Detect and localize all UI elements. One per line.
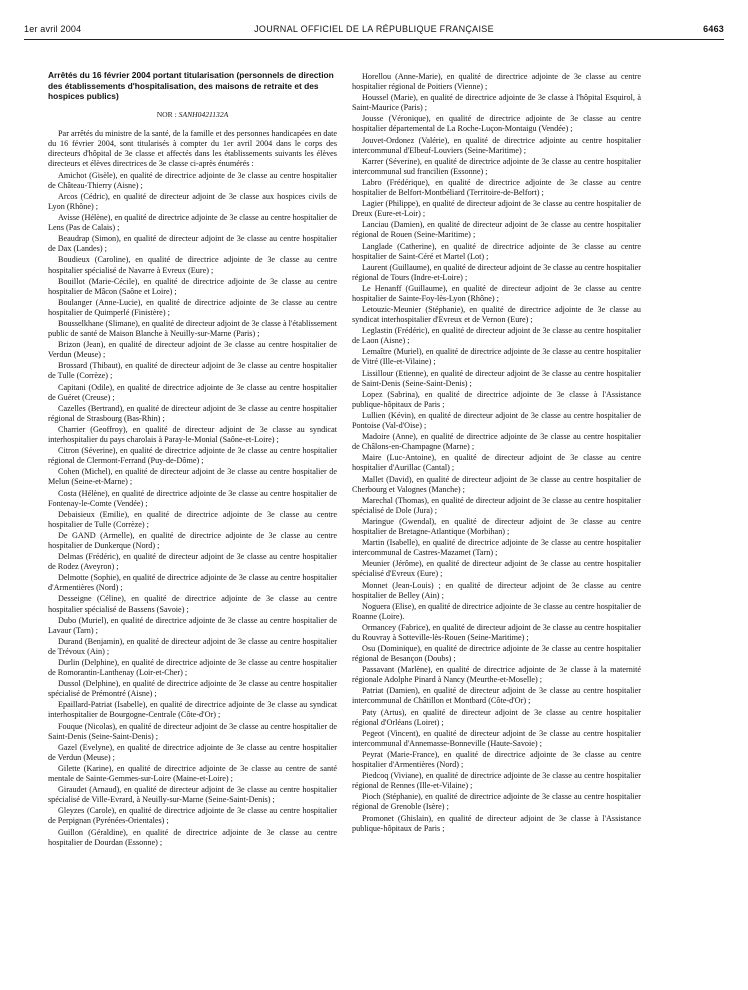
appointment-entry: Horellou (Anne-Marie), en qualité de directrice adjointe de 3e classe au centre hospitalier régional de Poitiers (Vienne) ;	[352, 72, 641, 92]
appointment-entry: Avisse (Hélène), en qualité de directrice adjointe de 3e classe au centre hospitalier de Lens (Pas de Calais) ;	[48, 213, 338, 233]
page-header	[24, 24, 724, 40]
appointment-entry: Charrier (Geoffroy), en qualité de directeur adjoint de 3e classe au syndicat interhospitalier du pays charolais à Paray-le-Monial (Saône-et-Loire) ;	[48, 424, 337, 445]
appointment-entry: Epaillard-Patriat (Isabelle), en qualité de directrice adjointe de 3e classe au syndicat interhospitalier de Bourgogne-Centrale (Côte-d'Or) ;	[48, 700, 337, 720]
appointment-entry: Jousse (Véronique), en qualité de directrice adjointe de 3e classe au centre hospitalier départemental de La Roche-Luçon-Montaigu (Vendée) ;	[352, 114, 641, 134]
appointment-entry: Arcos (Cédric), en qualité de directeur adjoint de 3e classe aux hospices civils de Lyon (Rhône) ;	[48, 191, 337, 211]
appointment-entry: Lullien (Kévin), en qualité de directeur adjoint de 3e classe au centre hospitalier de Pontoise (Val-d'Oise) ;	[352, 411, 641, 431]
appointment-entry: Peyrat (Marie-France), en qualité de directrice adjointe de 3e classe au centre hospitalier d'Armentières (Nord) ;	[352, 750, 641, 770]
appointment-entry: Piedcoq (Viviane), en qualité de directrice adjointe de 3e classe au centre hospitalier régional de Rennes (Ille-et-Vilaine) ;	[352, 771, 641, 791]
appointment-entry: Karrer (Séverine), en qualité de directrice adjointe de 3e classe au centre hospitalier intercommunal sud francilien (Essonne) ;	[352, 156, 641, 176]
header-date: 1er avril 2004	[24, 24, 82, 34]
appointment-entry: Bousselkhane (Slimane), en qualité de directeur adjoint de 3e classe à l'établissement public de santé de Maison Blanche à Neuilly-sur-Marne (Paris) ;	[48, 319, 337, 339]
appointment-entry: Monnet (Jean-Louis) ; en qualité de directeur adjoint de 3e classe au centre hospitalier de Belley (Ain) ;	[352, 580, 641, 600]
appointment-entry: Beaudrap (Simon), en qualité de directeur adjoint de 3e classe au centre hospitalier de Dax (Landes) ;	[48, 234, 337, 254]
appointment-entry: Pioch (Stéphanie), en qualité de directrice adjointe de 3e classe au centre hospitalier régional de Grenoble (Isère) ;	[352, 792, 641, 812]
appointment-entry: Maringue (Gwendal), en qualité de directeur adjoint de 3e classe au centre hospitalier de Bretagne-Atlantique (Morbihan) ;	[352, 516, 641, 536]
left-column	[48, 70, 337, 849]
appointment-entry: Desseigne (Céline), en qualité de directrice adjointe de 3e classe au centre hospitalier spécialisé de Bassens (Savoie) ;	[48, 594, 337, 614]
appointment-entry: Costa (Hélène), en qualité de directrice adjointe de 3e classe au centre hospitalier de Fontenay-le-Comte (Vendée) ;	[48, 488, 337, 508]
appointment-entry: Lanciau (Damien), en qualité de directeur adjoint de 3e classe au centre hospitalier régional de Rouen (Seine-Maritime) ;	[352, 220, 641, 240]
appointment-entry: Boulanger (Anne-Lucie), en qualité de directrice adjointe de 3e classe au centre hospitalier de Quimperlé (Finistère) ;	[48, 297, 337, 317]
article-title: Arrêtés du 16 février 2004 portant titularisation (personnels de direction des établissements d'hospitalisation, des maisons de retraite et des hospices publics)	[48, 70, 334, 101]
appointment-entry: Ormancey (Fabrice), en qualité de directeur adjoint de 3e classe au centre hospitalier du Rouvray à Sotteville-lès-Rouen (Seine-Maritime) ;	[352, 622, 641, 642]
appointment-entry: Brossard (Thibaut), en qualité de directeur adjoint de 3e classe au centre hospitalier de Tulle (Corrèze) ;	[48, 361, 337, 381]
header-rule	[24, 39, 724, 40]
appointment-entry: Promonet (Ghislain), en qualité de directeur adjoint de 3e classe à l'Assistance publique-hôpitaux de Paris ;	[352, 813, 641, 833]
appointment-entry: Fouque (Nicolas), en qualité de directeur adjoint de 3e classe au centre hospitalier de Saint-Denis (Seine-Saint-Denis) ;	[48, 721, 337, 741]
appointment-entry: Durand (Benjamin), en qualité de directeur adjoint de 3e classe au centre hospitalier de Trévoux (Ain) ;	[48, 636, 337, 656]
nor-code: SANH0421132A	[178, 109, 229, 119]
header-journal-name: JOURNAL OFFICIEL DE LA RÉPUBLIQUE FRANÇAISE	[254, 24, 494, 34]
appointment-entry: Martin (Isabelle), en qualité de directrice adjointe de 3e classe au centre hospitalier intercommunal de Castres-Mazamet (Tarn) ;	[352, 538, 641, 558]
appointment-entry: Giraudet (Arnaud), en qualité de directeur adjoint de 3e classe au centre hospitalier spécialisé de Ville-Evrard, à Neuilly-sur-Marne (Seine-Saint-Denis) ;	[48, 785, 337, 805]
appointment-entry: Gazel (Evelyne), en qualité de directrice adjointe de 3e classe au centre hospitalier de Verdun (Meuse) ;	[48, 742, 337, 762]
appointment-entry: Lopez (Sabrina), en qualité de directrice adjointe de 3e classe à l'Assistance publique-hôpitaux de Paris ;	[352, 389, 641, 409]
appointment-entry: Mallet (David), en qualité de directeur adjoint de 3e classe au centre hospitalier de Cherbourg et Valognes (Manche) ;	[352, 474, 641, 494]
appointment-entry: Jouvet-Ordonez (Valérie), en qualité de directrice adjointe au centre hospitalier intercommunal d'Elbeuf-Louviers (Seine-Maritime) ;	[352, 135, 641, 155]
right-column	[352, 72, 641, 835]
appointment-entry: Delmas (Frédéric), en qualité de directeur adjoint de 3e classe au centre hospitalier de Rodez (Aveyron) ;	[48, 552, 337, 572]
appointment-entry: Paty (Artus), en qualité de directeur adjoint de 3e classe au centre hospitalier régional d'Orléans (Loiret) ;	[352, 707, 641, 727]
appointment-entry: Marechal (Thomas), en qualité de directeur adjoint de 3e classe au centre hospitalier spécialisé de Dole (Jura) ;	[352, 495, 641, 515]
appointment-entry: Bouillot (Marie-Cécile), en qualité de directrice adjointe de 3e classe au centre hospitalier de Mâcon (Saône et Loire) ;	[48, 276, 337, 296]
appointment-entry: Brizon (Jean), en qualité de directeur adjoint de 3e classe au centre hospitalier de Verdun (Meuse) ;	[48, 340, 337, 360]
header-page-number: 6463	[703, 24, 724, 34]
nor-label: NOR :	[156, 109, 177, 119]
appointment-entry: Madoire (Anne), en qualité de directrice adjointe de 3e classe au centre hospitalier de Châlons-en-Champagne (Marne) ;	[352, 432, 641, 452]
appointment-entry: Le Henanff (Guillaume), en qualité de directeur adjoint de 3e classe au centre hospitalier de Sainte-Foy-lès-Lyon (Rhône) ;	[352, 283, 641, 303]
article-intro: Par arrêtés du ministre de la santé, de la famille et des personnes handicapées en date du 16 février 2004, sont titularisés à compter du 1er avril 2004 dans le corps des directeurs d'hôpital de 3e classe et affectés dans les établissements suivants les élèves directeurs et élèves directrices de 3e classe ci-après énumérés :	[48, 128, 337, 168]
appointment-entry: Cazelles (Bertrand), en qualité de directeur adjoint de 3e classe au centre hospitalier régional de Strasbourg (Bas-Rhin) ;	[48, 403, 337, 423]
appointment-entry: Leglastin (Frédéric), en qualité de directeur adjoint de 3e classe au centre hospitalier de Laon (Aisne) ;	[352, 326, 641, 346]
appointment-entry: Gilette (Karine), en qualité de directrice adjointe de 3e classe au centre de santé mentale de Sainte-Gemmes-sur-Loire (Maine-et-Loire) ;	[48, 763, 337, 784]
appointment-entry: Maire (Luc-Antoine), en qualité de directeur adjoint de 3e classe au centre hospitalier d'Aurillac (Cantal) ;	[352, 453, 641, 473]
appointment-entry: Boudieux (Caroline), en qualité de directrice adjointe de 3e classe au centre hospitalier spécialisé de Navarre à Evreux (Eure) ;	[48, 255, 337, 275]
appointment-entry: Citron (Séverine), en qualité de directrice adjointe de 3e classe au centre hospitalier régional de Clermont-Ferrand (Puy-de-Dôme) ;	[48, 446, 337, 466]
appointment-entry: Delmotte (Sophie), en qualité de directrice adjointe de 3e classe au centre hospitalier d'Armentières (Nord) ;	[48, 573, 337, 593]
appointment-entry: Langlade (Catherine), en qualité de directrice adjointe de 3e classe au centre hospitalier de Saint-Céré et Martel (Lot) ;	[352, 241, 641, 261]
appointment-entry: Durlin (Delphine), en qualité de directrice adjointe de 3e classe au centre hospitalier de Romorantin-Lanthenay (Loir-et-Cher) ;	[48, 658, 337, 678]
appointment-entry: Dussol (Delphine), en qualité de directrice adjointe de 3e classe au centre hospitalier spécialisé de Prémontré (Aisne) ;	[48, 679, 337, 699]
appointment-entry: Patriat (Damien), en qualité de directeur adjoint de 3e classe au centre hospitalier intercommunal de Châtillon et Montbard (Côte-d'Or) ;	[352, 686, 641, 706]
appointment-entry: Noguera (Elise), en qualité de directrice adjointe de 3e classe au centre hospitalier de Roanne (Loire).	[352, 601, 641, 621]
appointment-entry: Gleyzes (Carole), en qualité de directrice adjointe de 3e classe au centre hospitalier de Perpignan (Pyrénées-Orientales) ;	[48, 806, 337, 826]
appointment-entry: Osu (Dominique), en qualité de directrice adjointe de 3e classe au centre hospitalier régional de Besançon (Doubs) ;	[352, 644, 641, 664]
appointment-entry: Letouzic-Meunier (Stéphanie), en qualité de directrice adjointe de 3e classe au syndicat interhospitalier d'Evreux et de Vernon (Eure) ;	[352, 305, 641, 325]
appointment-entry: Debaisieux (Emilie), en qualité de directrice adjointe de 3e classe au centre hospitalier de Tulle (Corrèze) ;	[48, 509, 337, 529]
appointment-entry: Meunier (Jérôme), en qualité de directeur adjoint de 3e classe au centre hospitalier spécialisé d'Evreux (Eure) ;	[352, 559, 641, 579]
appointment-entry: De GAND (Armelle), en qualité de directrice adjointe de 3e classe au centre hospitalier de Dunkerque (Nord) ;	[48, 530, 337, 550]
appointment-entry: Lemaître (Muriel), en qualité de directrice adjointe de 3e classe au centre hospitalier de Vitré (Ille-et-Vilaine) ;	[352, 347, 641, 367]
appointment-entry: Pegeot (Vincent), en qualité de directeur adjoint de 3e classe au centre hospitalier intercommunal d'Annemasse-Bonneville (Haute-Savoie) ;	[352, 728, 641, 748]
appointment-entry: Capitani (Odile), en qualité de directrice adjointe de 3e classe au centre hospitalier de Guéret (Creuse) ;	[48, 382, 337, 402]
nor-reference	[48, 110, 337, 120]
appointment-entry: Houssel (Marie), en qualité de directrice adjointe de 3e classe à l'hôpital Esquirol, à Saint-Maurice (Paris) ;	[352, 93, 641, 113]
appointment-entry: Passavant (Marlène), en qualité de directrice adjointe de 3e classe à la maternité régionale Adolphe Pinard à Nancy (Meurthe-et-Moselle) ;	[352, 665, 641, 685]
appointment-entry: Dubo (Muriel), en qualité de directrice adjointe de 3e classe au centre hospitalier de Lavaur (Tarn) ;	[48, 615, 337, 635]
appointment-entry: Cohen (Michel), en qualité de directeur adjoint de 3e classe au centre hospitalier de Melun (Seine-et-Marne) ;	[48, 467, 337, 487]
appointment-entry: Guillon (Géraldine), en qualité de directrice adjointe de 3e classe au centre hospitalier de Dourdan (Essonne) ;	[48, 827, 337, 847]
appointment-entry: Labro (Frédérique), en qualité de directrice adjointe de 3e classe au centre hospitalier de Belfort-Montbéliard (Territoire-de-Belfort) ;	[352, 177, 641, 197]
appointment-entry: Lagier (Philippe), en qualité de directeur adjoint de 3e classe au centre hospitalier de Dreux (Eure-et-Loir) ;	[352, 199, 641, 219]
appointment-entry: Lissillour (Etienne), en qualité de directeur adjoint de 3e classe au centre hospitalier de Saint-Denis (Seine-Saint-Denis) ;	[352, 368, 641, 388]
appointment-entry: Laurent (Guillaume), en qualité de directeur adjoint de 3e classe au centre hospitalier régional de Tours (Indre-et-Loire) ;	[352, 262, 641, 282]
appointment-entry: Amichot (Gisèle), en qualité de directrice adjointe de 3e classe au centre hospitalier de Château-Thierry (Aisne) ;	[48, 170, 337, 190]
